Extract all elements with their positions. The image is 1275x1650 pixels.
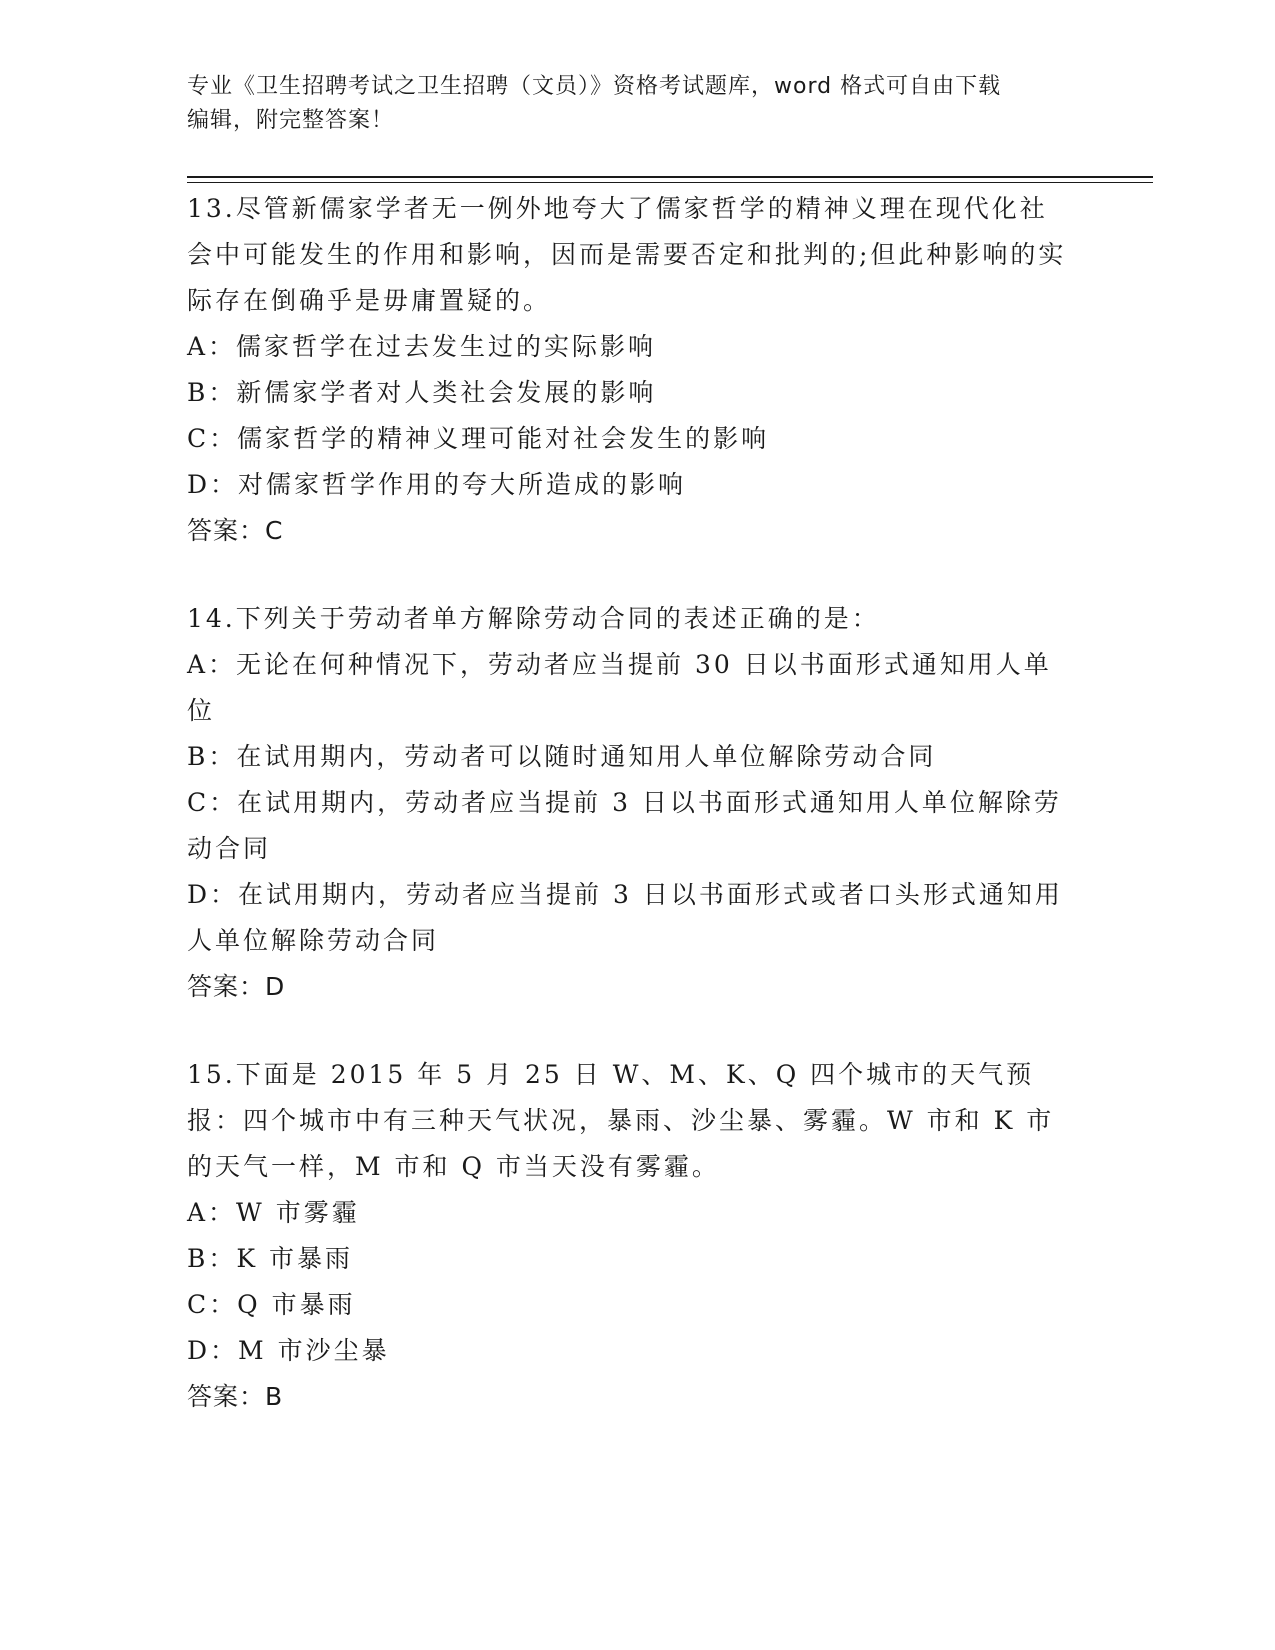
- question-stem: 15.下面是 2015 年 5 月 25 日 W、M、K、Q 四个城市的天气预报：四个城市中有三种天气状况，暴雨、沙尘暴、雾霾。W 市和 K 市的天气一样，M 市和 Q 市当天没有雾霾。: [187, 1060, 1055, 1181]
- option-c: C：儒家哲学的精神义理可能对社会发生的影响: [187, 424, 770, 453]
- header-divider-thin: [187, 182, 1153, 183]
- option-d: D：对儒家哲学作用的夸大所造成的影响: [187, 470, 687, 499]
- header-line-1: 专业《卫生招聘考试之卫生招聘（文员）》资格考试题库，word 格式可自由下载: [187, 74, 1002, 99]
- answer: 答案：C: [187, 516, 284, 545]
- answer: 答案：D: [187, 972, 286, 1001]
- option-a: A：W 市雾霾: [187, 1198, 360, 1227]
- answer: 答案：B: [187, 1382, 284, 1411]
- option-a: A：儒家哲学在过去发生过的实际影响: [187, 332, 657, 361]
- option-d: D：M 市沙尘暴: [187, 1336, 390, 1365]
- document-header: [187, 70, 1087, 138]
- option-c: C：Q 市暴雨: [187, 1290, 356, 1319]
- option-b: B：新儒家学者对人类社会发展的影响: [187, 378, 657, 407]
- option-b: B：K 市暴雨: [187, 1244, 353, 1273]
- question-13: [187, 186, 1067, 554]
- option-a: A：无论在何种情况下，劳动者应当提前 30 日以书面形式通知用人单位: [187, 650, 1052, 725]
- header-line-2: 编辑，附完整答案！: [187, 108, 395, 133]
- question-stem: 13.尽管新儒家学者无一例外地夸大了儒家哲学的精神义理在现代化社会中可能发生的作用和影响，因而是需要否定和批判的;但此种影响的实际存在倒确乎是毋庸置疑的。: [187, 194, 1067, 315]
- question-14: [187, 596, 1067, 1010]
- question-stem: 14.下列关于劳动者单方解除劳动合同的表述正确的是：: [187, 604, 880, 633]
- header-divider-thick: [187, 176, 1153, 178]
- option-c: C：在试用期内，劳动者应当提前 3 日以书面形式通知用人单位解除劳动合同: [187, 788, 1062, 863]
- option-b: B：在试用期内，劳动者可以随时通知用人单位解除劳动合同: [187, 742, 937, 771]
- question-15: [187, 1052, 1067, 1420]
- option-d: D：在试用期内，劳动者应当提前 3 日以书面形式或者口头形式通知用人单位解除劳动合同: [187, 880, 1063, 955]
